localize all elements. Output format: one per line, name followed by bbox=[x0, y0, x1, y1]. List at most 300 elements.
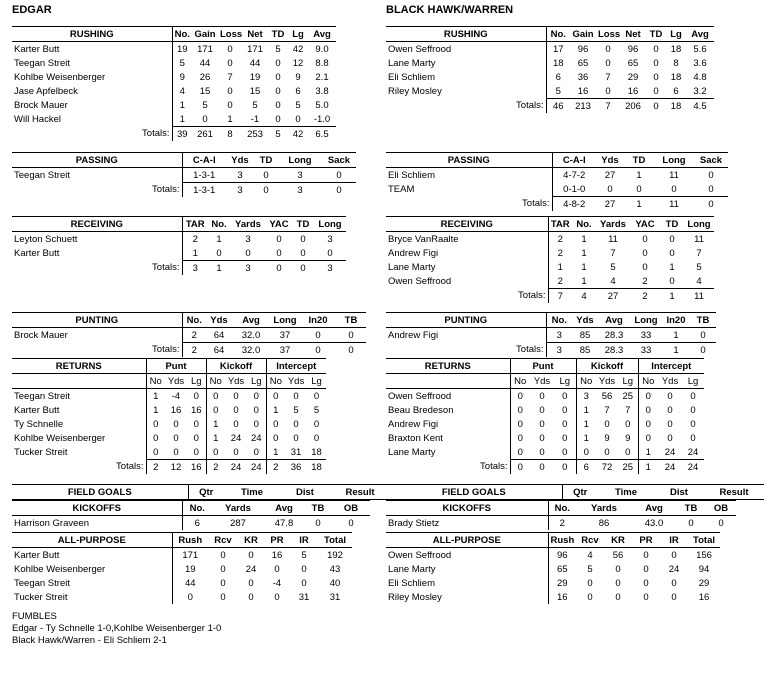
column-header: TD bbox=[660, 217, 684, 232]
stat-cell: 9 bbox=[295, 71, 301, 83]
stat-cell: 0 bbox=[688, 517, 694, 529]
player-name: Owen Seffrood bbox=[386, 548, 548, 563]
totals-label: Totals: bbox=[12, 460, 146, 475]
player-name: Kohlbe Weisenberger bbox=[12, 431, 146, 445]
player-name: Karter Butt bbox=[12, 246, 182, 261]
totals-cell: 3 bbox=[546, 343, 572, 358]
stat-cell: 37 bbox=[279, 329, 291, 341]
stat-cell: 0 bbox=[276, 233, 282, 245]
column-header: TB bbox=[304, 501, 332, 516]
stat-cell: 0 bbox=[667, 432, 673, 444]
table-row bbox=[386, 56, 714, 70]
section-title: PASSING bbox=[12, 153, 182, 168]
table-row bbox=[386, 42, 714, 57]
stat-cell: 1 bbox=[153, 390, 159, 402]
bhw-kickoffs-table bbox=[386, 500, 736, 530]
section-title: RETURNS bbox=[386, 359, 510, 374]
totals-cell: 0 bbox=[554, 460, 576, 475]
stat-cell: 0 bbox=[173, 432, 179, 444]
column-header: Yds bbox=[165, 374, 187, 389]
column-group-header: Kickoff bbox=[206, 359, 266, 374]
column-group-header: Punt bbox=[146, 359, 206, 374]
stat-cell: 1 bbox=[273, 404, 279, 416]
totals-cell: 0 bbox=[292, 261, 314, 276]
column-header: Yds bbox=[572, 313, 598, 328]
stat-cell: 0 bbox=[583, 446, 589, 458]
column-header: Yds bbox=[226, 153, 254, 168]
stat-cell: 0 bbox=[642, 261, 648, 273]
stat-cell: 0 bbox=[327, 247, 333, 259]
stat-cell: 24 bbox=[687, 446, 699, 458]
stat-cell: 9 bbox=[618, 431, 638, 445]
stat-cell: 2 bbox=[557, 233, 563, 245]
stat-cell: 5.0 bbox=[315, 99, 329, 111]
totals-cell: 261 bbox=[192, 127, 218, 142]
stat-cell: 0 bbox=[313, 432, 320, 444]
section-title: FIELD GOALS bbox=[386, 485, 562, 500]
stat-cell: 0 bbox=[643, 563, 649, 575]
stat-cell: 42 bbox=[292, 43, 304, 55]
stat-cell: 0 bbox=[300, 247, 306, 259]
table-row bbox=[12, 576, 352, 590]
table-row bbox=[12, 516, 370, 531]
header-row bbox=[12, 359, 326, 374]
stat-cell: 0 bbox=[700, 329, 706, 341]
totals-cell: 3 bbox=[314, 261, 346, 276]
column-header: Long bbox=[278, 153, 322, 168]
column-header: No. bbox=[548, 501, 576, 516]
stat-cell: 16 bbox=[187, 403, 206, 417]
stat-cell: 8 bbox=[673, 57, 679, 69]
stat-cell: 3 bbox=[327, 233, 333, 245]
stat-cell: 96 bbox=[556, 549, 568, 561]
section-title: KICKOFFS bbox=[386, 501, 548, 516]
column-header: Gain bbox=[570, 27, 596, 42]
stat-cell: 4.8 bbox=[693, 71, 707, 83]
column-header: Yds bbox=[285, 374, 307, 389]
stat-cell: -1 bbox=[250, 113, 260, 125]
section-title: RECEIVING bbox=[386, 217, 548, 232]
column-header: No bbox=[206, 374, 225, 389]
stat-cell: 3.8 bbox=[315, 85, 329, 97]
column-header: TAR bbox=[182, 217, 208, 232]
stat-cell: 0 bbox=[539, 390, 545, 402]
player-name: Kohlbe Weisenberger bbox=[12, 562, 172, 576]
column-header: No bbox=[638, 374, 658, 389]
stat-cell: 0 bbox=[233, 390, 239, 402]
stat-cell: 1 bbox=[636, 169, 642, 181]
stat-cell: 1 bbox=[179, 113, 185, 125]
stat-cell: 0 bbox=[667, 418, 673, 430]
stat-cell: 1 bbox=[581, 233, 587, 245]
column-header: Time bbox=[598, 485, 654, 500]
section-title: RETURNS bbox=[12, 359, 146, 374]
column-header: Avg bbox=[308, 27, 336, 42]
stat-cell: 2 bbox=[557, 275, 563, 287]
stat-cell: 56 bbox=[601, 390, 613, 402]
header-row bbox=[386, 313, 716, 328]
stat-cell: 0 bbox=[517, 446, 523, 458]
header-row bbox=[386, 217, 714, 232]
totals-cell: 1-3-1 bbox=[182, 183, 226, 198]
table-row bbox=[386, 328, 716, 343]
column-header: Dist bbox=[280, 485, 330, 500]
stat-cell: 29 bbox=[698, 577, 710, 589]
stat-cell: 6 bbox=[295, 85, 301, 97]
stat-cell: 0 bbox=[216, 247, 222, 259]
totals-cell: 27 bbox=[596, 289, 630, 304]
stat-cell: 5 bbox=[179, 57, 185, 69]
stat-cell: 28.3 bbox=[604, 329, 624, 341]
stat-cell: 0 bbox=[690, 404, 696, 416]
stat-cell: 0 bbox=[273, 418, 279, 430]
player-name: Leyton Schuett bbox=[12, 232, 182, 247]
player-name: Will Hackel bbox=[12, 112, 172, 127]
stat-cell: 1 bbox=[669, 261, 675, 273]
stat-cell: 0 bbox=[227, 99, 233, 111]
stat-cell: 18 bbox=[311, 446, 322, 458]
totals-cell: 24 bbox=[658, 460, 682, 475]
totals-cell: 72 bbox=[596, 460, 618, 475]
stat-cell: 0 bbox=[690, 418, 696, 430]
column-header: Lg bbox=[307, 374, 326, 389]
stat-cell: 2 bbox=[557, 247, 563, 259]
column-header: Qtr bbox=[188, 485, 224, 500]
player-name: Lane Marty bbox=[386, 445, 510, 460]
column-header: Lg bbox=[618, 374, 638, 389]
header-row bbox=[386, 27, 714, 42]
stat-cell: 0 bbox=[517, 390, 523, 402]
stat-cell: 4 bbox=[587, 549, 593, 561]
edgar-receiving-table bbox=[12, 216, 346, 275]
stat-cell: 32.0 bbox=[241, 329, 261, 341]
header-row bbox=[12, 153, 356, 168]
column-header: Dist bbox=[654, 485, 704, 500]
player-name: Eli Schliem bbox=[386, 576, 548, 590]
stat-cell: 0 bbox=[274, 591, 280, 603]
stat-cell: 0 bbox=[643, 549, 649, 561]
column-header: No. bbox=[546, 313, 572, 328]
stat-cell: 0 bbox=[213, 446, 219, 458]
totals-cell: 32.0 bbox=[232, 343, 270, 358]
column-header: Lg bbox=[247, 374, 266, 389]
totals-cell: 18 bbox=[666, 99, 686, 114]
stat-cell: 16 bbox=[698, 591, 710, 603]
totals-cell: 27 bbox=[596, 197, 624, 212]
stat-cell: 6 bbox=[673, 85, 679, 97]
stat-cell: 0 bbox=[517, 432, 523, 444]
header-row bbox=[386, 533, 720, 548]
table-row bbox=[386, 246, 714, 260]
column-header: TD bbox=[646, 27, 666, 42]
player-name: Brock Mauer bbox=[12, 98, 172, 112]
player-name: Beau Bredeson bbox=[386, 403, 510, 417]
player-name: Tucker Streit bbox=[12, 445, 146, 460]
stat-cell: 1 bbox=[581, 247, 587, 259]
stat-cell: 2 bbox=[191, 329, 197, 341]
column-header: TD bbox=[254, 153, 278, 168]
totals-cell: 4-8-2 bbox=[552, 197, 596, 212]
stat-cell: 5.6 bbox=[693, 43, 707, 55]
stat-cell: 65 bbox=[627, 57, 639, 69]
column-header: Lg bbox=[554, 374, 576, 389]
section-title: RUSHING bbox=[12, 27, 172, 42]
stat-cell: 7 bbox=[696, 247, 702, 259]
stat-cell: 0 bbox=[690, 390, 696, 402]
player-name: Harrison Graveen bbox=[12, 516, 182, 531]
totals-cell: 46 bbox=[546, 99, 570, 114]
stat-cell: 11 bbox=[669, 169, 679, 181]
stat-cell: 0 bbox=[187, 445, 206, 460]
stat-cell: 0 bbox=[313, 418, 320, 430]
totals-cell: 1 bbox=[638, 460, 658, 475]
player-name: Owen Seffrood bbox=[386, 42, 546, 57]
stat-cell: 7 bbox=[604, 404, 610, 416]
stat-cell: 0 bbox=[213, 404, 219, 416]
totals-cell: 2 bbox=[182, 343, 206, 358]
header-row bbox=[12, 27, 336, 42]
table-row bbox=[386, 576, 720, 590]
column-header: PR bbox=[632, 533, 660, 548]
stat-cell: 0 bbox=[642, 247, 648, 259]
stat-cell: 65 bbox=[577, 57, 589, 69]
stat-cell: 4 bbox=[610, 275, 616, 287]
stat-cell: 1 bbox=[192, 247, 198, 259]
stat-cell: 0 bbox=[643, 591, 649, 603]
totals-cell: 0 bbox=[266, 261, 292, 276]
column-header: C-A-I bbox=[552, 153, 596, 168]
column-header: Yds bbox=[225, 374, 247, 389]
stat-cell: 0 bbox=[213, 390, 219, 402]
table-row bbox=[386, 260, 714, 274]
player-name: Brady Stietz bbox=[386, 516, 548, 531]
stat-cell: 19 bbox=[176, 43, 188, 55]
table-row bbox=[386, 548, 720, 563]
stat-cell: 2 bbox=[192, 233, 198, 245]
player-name: Lane Marty bbox=[386, 260, 548, 274]
column-group-header: Punt bbox=[510, 359, 576, 374]
column-header: No. bbox=[172, 27, 192, 42]
totals-cell: 0 bbox=[646, 99, 666, 114]
stat-cell: 287 bbox=[230, 517, 246, 529]
totals-row bbox=[386, 343, 716, 358]
player-name: Karter Butt bbox=[12, 42, 172, 57]
stat-cell: 5 bbox=[555, 85, 561, 97]
table-row bbox=[12, 417, 326, 431]
stat-cell: 0 bbox=[248, 549, 254, 561]
totals-cell: 6 bbox=[576, 460, 596, 475]
table-row bbox=[386, 70, 714, 84]
totals-cell: 8 bbox=[218, 127, 242, 142]
blank-cell bbox=[386, 374, 510, 389]
player-name: Owen Seffrood bbox=[386, 389, 510, 404]
totals-cell: 39 bbox=[172, 127, 192, 142]
column-header: Avg bbox=[598, 313, 630, 328]
stat-cell: 33 bbox=[640, 329, 652, 341]
stat-cell: 0 bbox=[671, 183, 677, 195]
stat-cell: 0 bbox=[293, 390, 299, 402]
table-row bbox=[12, 445, 326, 460]
stat-cell: 1-3-1 bbox=[193, 169, 216, 181]
stat-cell: 0 bbox=[276, 247, 282, 259]
header-row bbox=[12, 313, 366, 328]
table-row bbox=[12, 562, 352, 576]
table-row bbox=[12, 70, 336, 84]
column-header: KR bbox=[604, 533, 632, 548]
stat-cell: 0 bbox=[605, 57, 611, 69]
stat-cell: 9 bbox=[604, 432, 610, 444]
stat-cell: 0 bbox=[315, 329, 321, 341]
totals-cell: 24 bbox=[225, 460, 247, 475]
totals-cell: 12 bbox=[165, 460, 187, 475]
totals-cell: 0 bbox=[300, 343, 336, 358]
stat-cell: 24 bbox=[664, 446, 676, 458]
stat-cell: 96 bbox=[627, 43, 639, 55]
edgar-all-purpose-table bbox=[12, 532, 352, 604]
stat-cell: 5 bbox=[587, 563, 593, 575]
totals-row bbox=[12, 183, 356, 198]
player-name: Kohlbe Weisenberger bbox=[12, 70, 172, 84]
player-name: Karter Butt bbox=[12, 403, 146, 417]
totals-cell: 1 bbox=[624, 197, 654, 212]
stat-cell: 0 bbox=[153, 446, 159, 458]
stat-cell: 0 bbox=[301, 563, 307, 575]
table-row bbox=[12, 168, 356, 183]
player-name: Andrew Figi bbox=[386, 246, 548, 260]
totals-cell: 3 bbox=[182, 261, 208, 276]
stat-cell: 1 bbox=[227, 113, 233, 125]
stat-cell: 0 bbox=[554, 431, 576, 445]
stat-cell: 0 bbox=[233, 418, 239, 430]
table-row bbox=[12, 112, 336, 127]
stat-cell: 4 bbox=[179, 85, 185, 97]
stat-cell: 31 bbox=[298, 591, 310, 603]
stat-cell: 12 bbox=[292, 57, 304, 69]
stat-cell: 16 bbox=[271, 549, 283, 561]
stat-cell: 0 bbox=[607, 183, 613, 195]
stat-cell: 0 bbox=[604, 418, 610, 430]
stat-cell: 0 bbox=[275, 57, 281, 69]
table-row bbox=[386, 232, 714, 247]
stat-cell: 0 bbox=[615, 591, 621, 603]
stat-cell: 64 bbox=[213, 329, 225, 341]
totals-row bbox=[386, 460, 704, 475]
totals-row bbox=[386, 197, 728, 212]
edgar-passing-table bbox=[12, 152, 356, 197]
totals-cell: 64 bbox=[206, 343, 232, 358]
column-header: No. bbox=[546, 27, 570, 42]
stat-cell: 1 bbox=[216, 233, 222, 245]
stat-cell: 5 bbox=[313, 404, 320, 416]
stat-cell: 0 bbox=[247, 403, 266, 417]
totals-cell: 24 bbox=[247, 460, 266, 475]
totals-cell: 253 bbox=[242, 127, 268, 142]
column-header: KR bbox=[238, 533, 264, 548]
stat-cell: 0 bbox=[554, 403, 576, 417]
header-row bbox=[386, 153, 728, 168]
header-row bbox=[386, 359, 704, 374]
stat-cell: 192 bbox=[327, 549, 343, 561]
stat-cell: 1 bbox=[153, 404, 159, 416]
column-header: Yds bbox=[596, 153, 624, 168]
stat-cell: 1 bbox=[673, 329, 679, 341]
stat-cell: 0 bbox=[220, 577, 226, 589]
player-name: Owen Seffrood bbox=[386, 274, 548, 289]
stat-cell: 0 bbox=[220, 549, 226, 561]
player-name: Eli Schliem bbox=[386, 168, 552, 183]
stat-cell: 0 bbox=[187, 417, 206, 431]
totals-cell: 2 bbox=[146, 460, 165, 475]
column-header: Sack bbox=[322, 153, 356, 168]
totals-cell: 1 bbox=[208, 261, 230, 276]
stat-cell: 0 bbox=[554, 445, 576, 460]
stat-cell: 0 bbox=[275, 85, 281, 97]
column-header: Rush bbox=[172, 533, 208, 548]
stat-cell: 9 bbox=[179, 71, 185, 83]
stat-cell: 0 bbox=[671, 549, 677, 561]
column-header: Yards bbox=[576, 501, 632, 516]
stat-cell: 7 bbox=[618, 403, 638, 417]
player-name: Braxton Kent bbox=[386, 431, 510, 445]
column-header: No bbox=[576, 374, 596, 389]
stat-cell: 40 bbox=[329, 577, 341, 589]
stat-cell: 6 bbox=[194, 517, 200, 529]
stat-cell: 5 bbox=[252, 99, 258, 111]
stat-cell: 4 bbox=[696, 275, 702, 287]
table-row bbox=[12, 548, 352, 563]
totals-label: Totals: bbox=[386, 343, 546, 358]
stat-cell: 43.0 bbox=[644, 517, 664, 529]
stat-cell: 8.8 bbox=[315, 57, 329, 69]
stat-cell: 7 bbox=[227, 71, 233, 83]
stat-cell: 0 bbox=[293, 418, 299, 430]
stat-cell: 0 bbox=[615, 577, 621, 589]
table-row bbox=[12, 232, 346, 247]
column-header: C-A-I bbox=[182, 153, 226, 168]
stat-cell: 0 bbox=[604, 446, 610, 458]
stat-cell: 0 bbox=[618, 417, 638, 431]
column-header: Total bbox=[318, 533, 352, 548]
stat-cell: 0 bbox=[539, 432, 545, 444]
table-row bbox=[12, 403, 326, 417]
stat-cell: 1 bbox=[583, 418, 589, 430]
stat-cell: 0 bbox=[275, 71, 281, 83]
player-name: Eli Schliem bbox=[386, 70, 546, 84]
stat-cell: 2 bbox=[559, 517, 565, 529]
table-row bbox=[386, 516, 736, 531]
stat-cell: 0 bbox=[517, 404, 523, 416]
edgar-kickoffs-table bbox=[12, 500, 370, 530]
column-header: TD bbox=[292, 217, 314, 232]
stat-cell: 0 bbox=[645, 432, 651, 444]
stat-cell: 5 bbox=[610, 261, 616, 273]
stat-cell: 0-1-0 bbox=[563, 183, 586, 195]
stat-cell: 0 bbox=[669, 275, 675, 287]
stat-cell: 31 bbox=[329, 591, 341, 603]
totals-cell: 5 bbox=[268, 127, 288, 142]
stat-cell: 0 bbox=[643, 577, 649, 589]
totals-cell: 3 bbox=[278, 183, 322, 198]
totals-cell: 42 bbox=[288, 127, 308, 142]
stat-cell: 0 bbox=[653, 43, 659, 55]
column-header: No bbox=[266, 374, 285, 389]
stat-cell: 0 bbox=[295, 113, 301, 125]
player-name: Lane Marty bbox=[386, 562, 548, 576]
column-header: Net bbox=[242, 27, 268, 42]
stat-cell: 0 bbox=[605, 85, 611, 97]
bhw-returns-table bbox=[386, 358, 704, 474]
table-row bbox=[386, 274, 714, 289]
